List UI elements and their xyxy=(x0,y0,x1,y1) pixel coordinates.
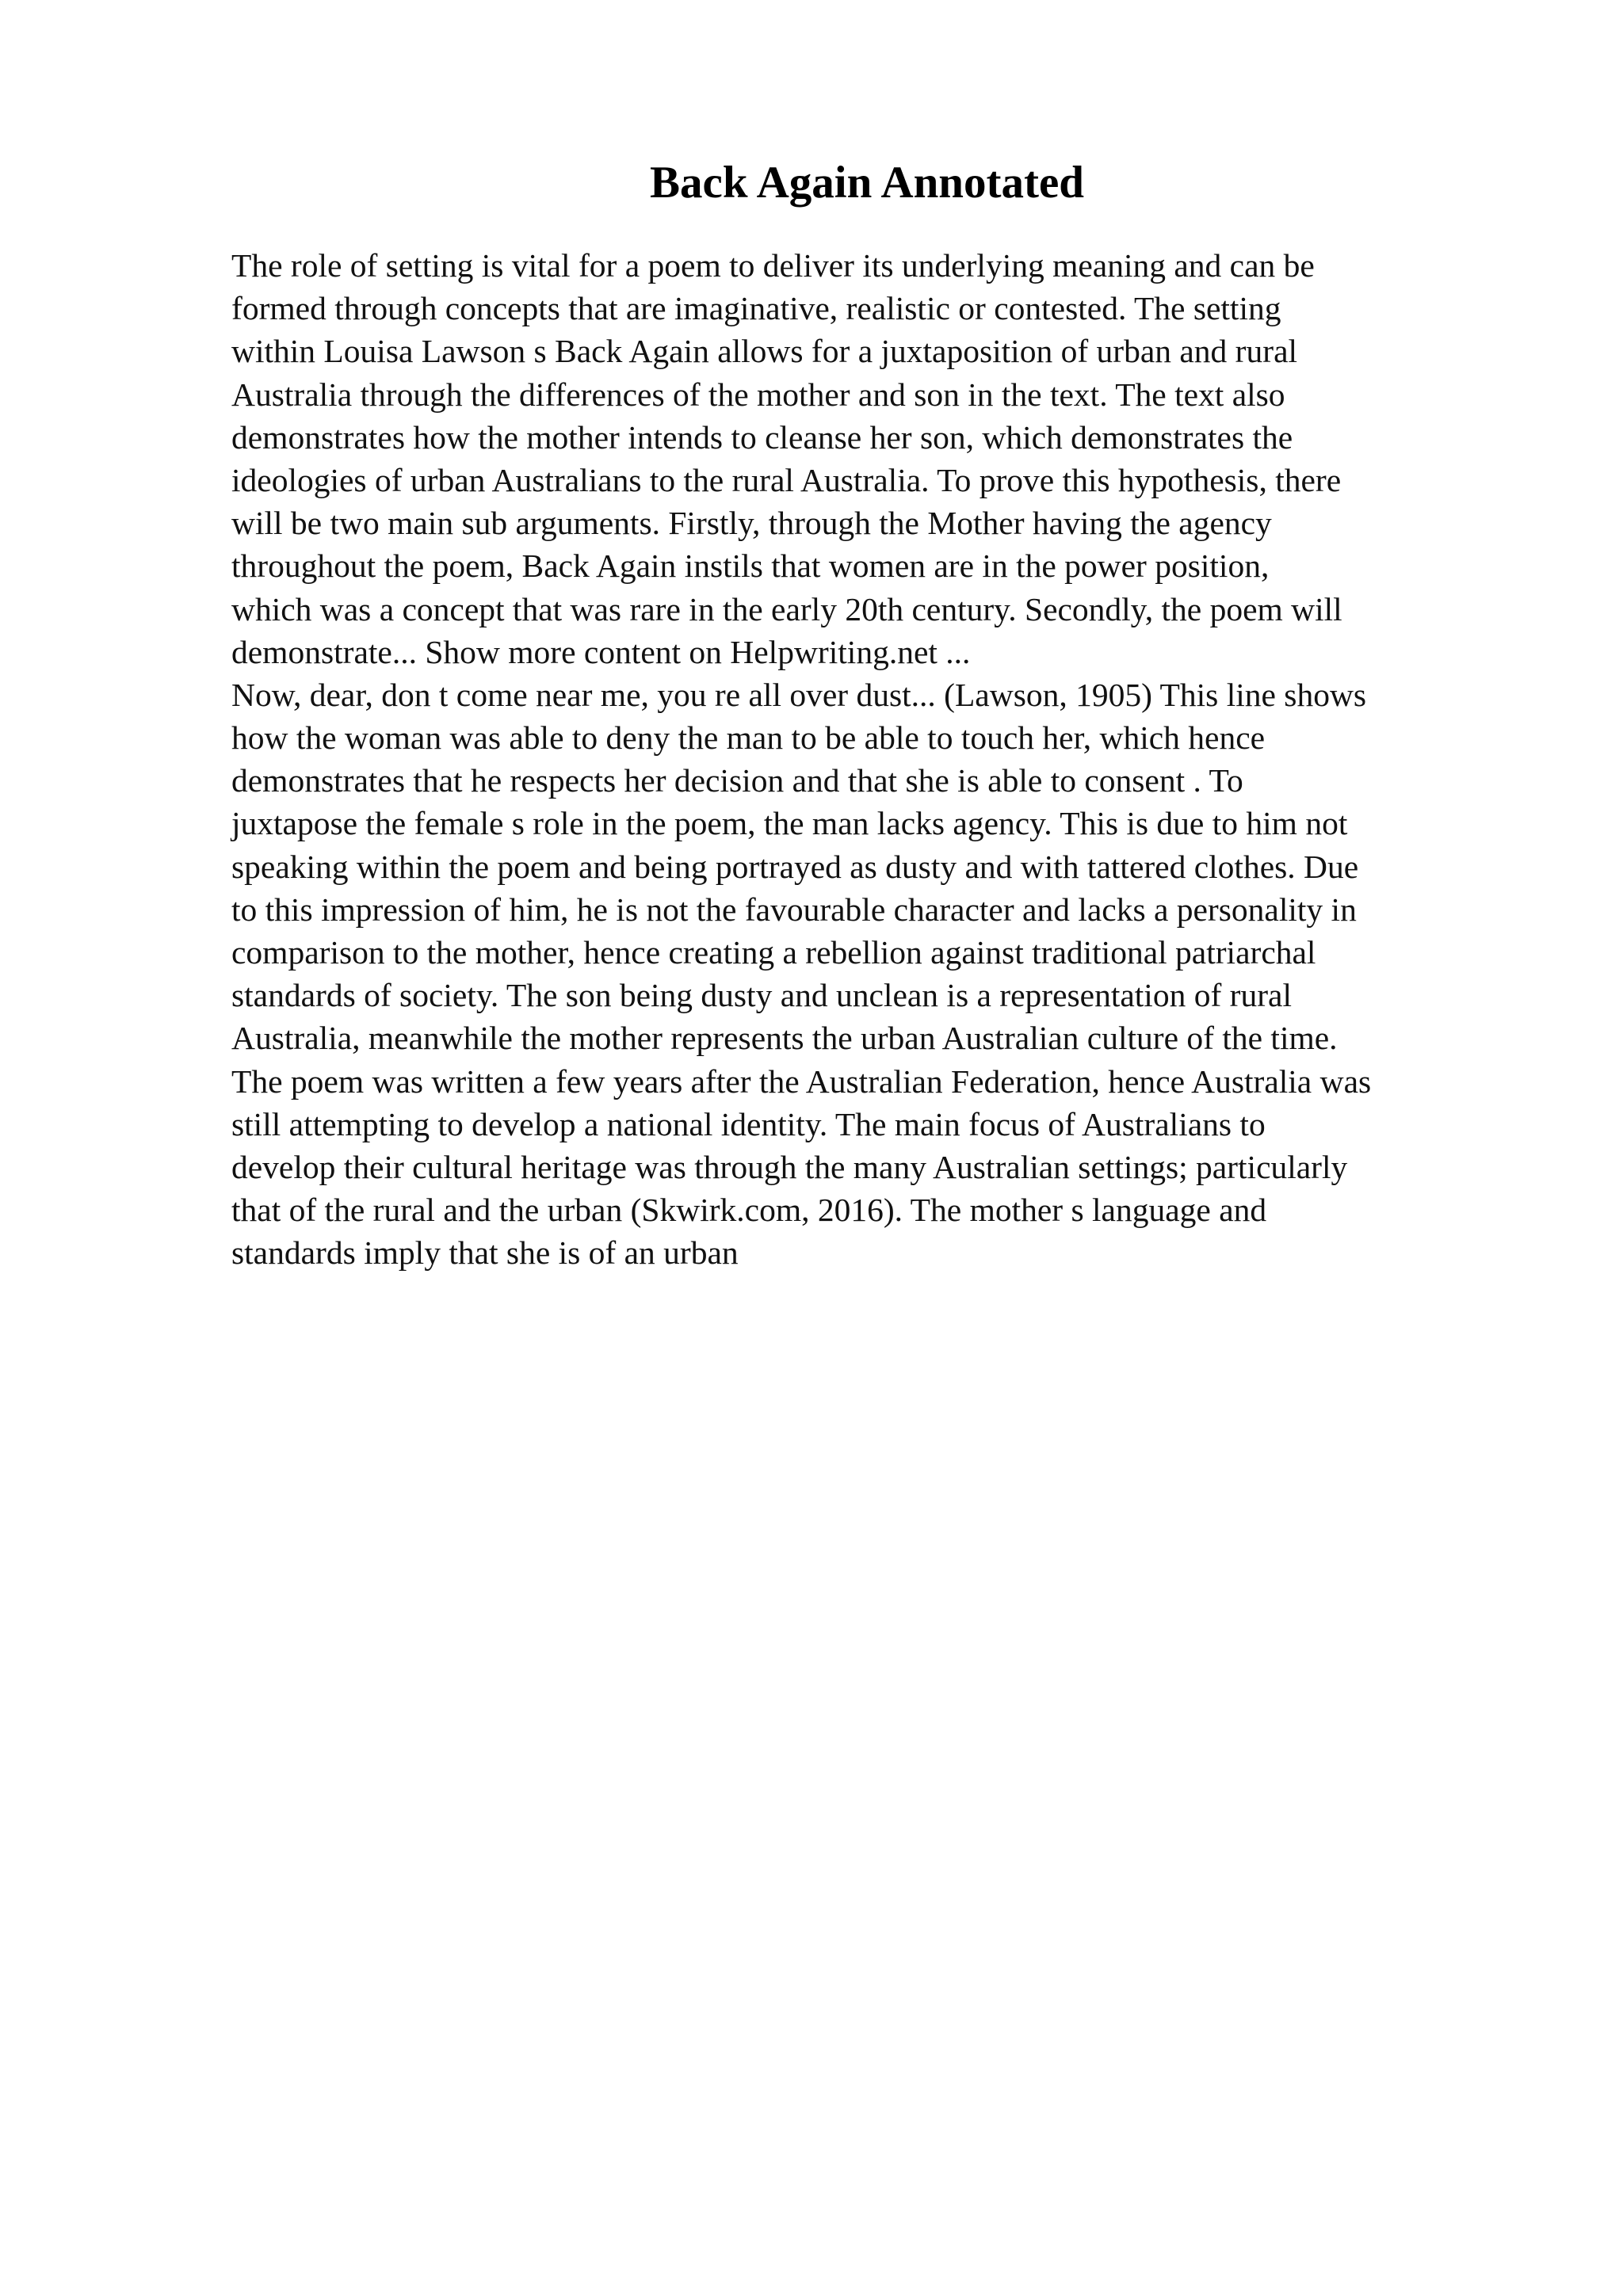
text-line: demonstrate... Show more content on Helpwriting.net ... xyxy=(231,633,971,670)
text-line: formed through concepts that are imaginative, realistic or contested. The setting xyxy=(231,290,1281,327)
text-line: that of the rural and the urban (Skwirk.com, 2016). The mother s language and xyxy=(231,1192,1267,1229)
text-line: demonstrates that he respects her decision and that she is able to consent . To xyxy=(231,762,1243,799)
text-line: standards imply that she is of an urban xyxy=(231,1234,739,1272)
text-line: Now, dear, don t come near me, you re all over dust... (Lawson, 1905) This line shows xyxy=(231,676,1367,713)
text-line: The role of setting is vital for a poem to deliver its underlying meaning and can be xyxy=(231,247,1315,284)
text-line: Australia, meanwhile the mother represents the urban Australian culture of the time. xyxy=(231,1020,1338,1057)
text-line: comparison to the mother, hence creating a rebellion against traditional patriarchal xyxy=(231,934,1316,971)
text-line: demonstrates how the mother intends to cleanse her son, which demonstrates the xyxy=(231,418,1293,456)
text-line: how the woman was able to deny the man to be able to touch her, which hence xyxy=(231,719,1266,757)
text-line: still attempting to develop a national identity. The main focus of Australians to xyxy=(231,1105,1266,1142)
text-line: The poem was written a few years after the Australian Federation, hence Australia was xyxy=(231,1062,1372,1100)
text-line: speaking within the poem and being portrayed as dusty and with tattered clothes. Due xyxy=(231,848,1359,885)
text-line: Australia through the differences of the mother and son in the text. The text also xyxy=(231,376,1285,413)
text-line: throughout the poem, Back Again instils that women are in the power position, xyxy=(231,547,1270,585)
text-line: within Louisa Lawson s Back Again allows for a juxtaposition of urban and rural xyxy=(231,333,1298,370)
text-line: juxtapose the female s role in the poem, the man lacks agency. This is due to him not xyxy=(231,805,1348,842)
text-line: ideologies of urban Australians to the rural Australia. To prove this hypothesis, there xyxy=(231,461,1342,498)
text-line: to this impression of him, he is not the favourable character and lacks a personality in xyxy=(231,891,1357,928)
text-line: will be two main sub arguments. Firstly, through the Mother having the agency xyxy=(231,505,1272,542)
text-line: which was a concept that was rare in the early 20th century. Secondly, the poem will xyxy=(231,590,1342,627)
text-line: develop their cultural heritage was through the many Australian settings; particularly xyxy=(231,1148,1348,1185)
essay-body xyxy=(231,244,1579,1275)
page-title: Back Again Annotated xyxy=(650,158,1084,208)
text-line: standards of society. The son being dusty and unclean is a representation of rural xyxy=(231,977,1292,1014)
